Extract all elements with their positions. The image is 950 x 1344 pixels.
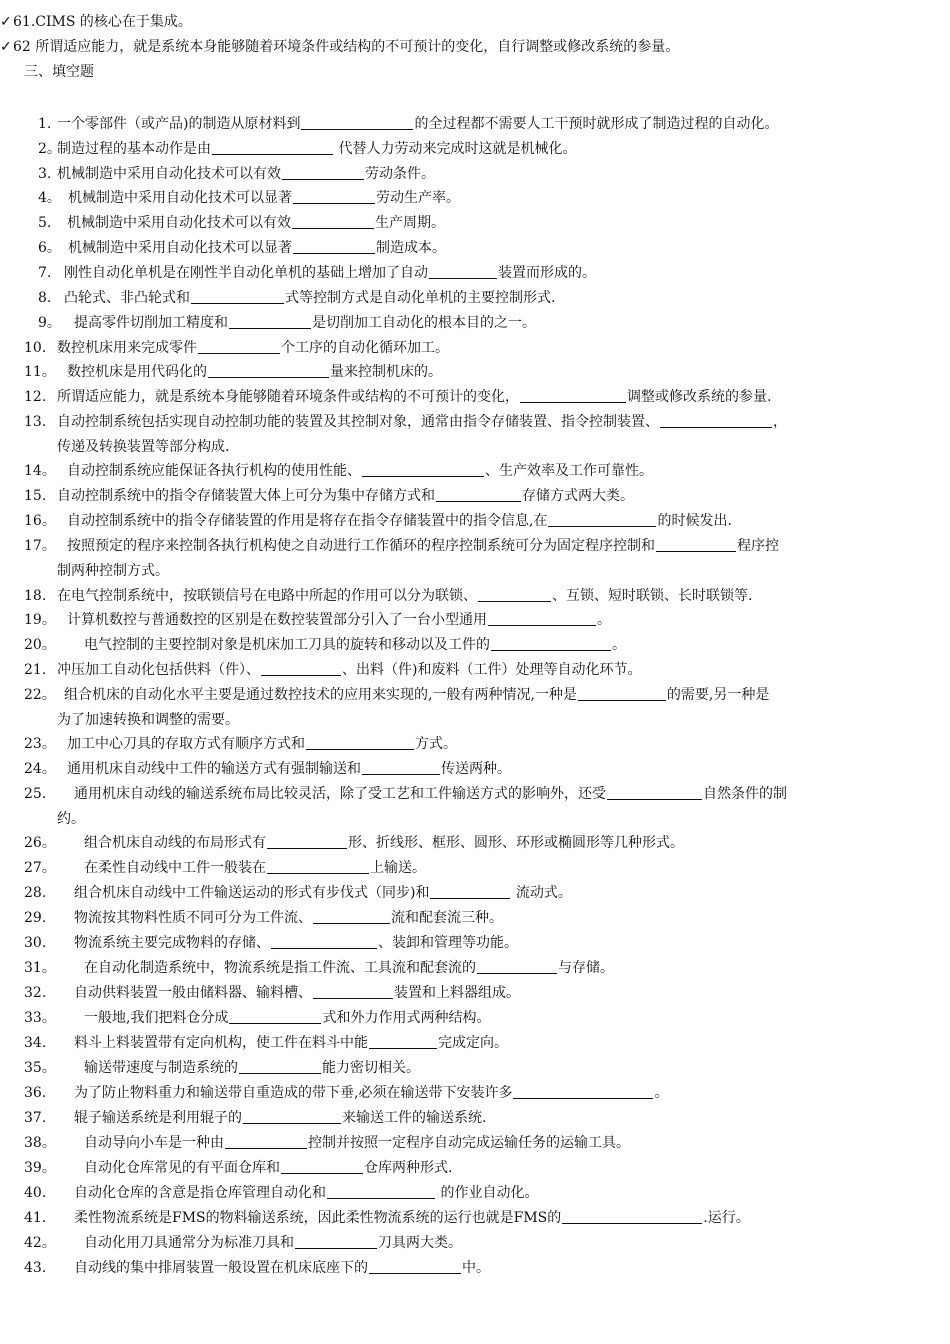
answer-blank[interactable] [293,189,375,204]
question-number: 4。 [38,190,61,206]
answer-blank[interactable] [369,1034,437,1049]
question-text [57,338,449,358]
question-text-part: 的需要,另一种是 [666,687,770,703]
answer-blank[interactable] [306,735,414,750]
question-text [84,858,426,878]
question-text-part: 、装卸和管理等功能。 [378,935,518,951]
question-text-part: 上输送。 [370,860,426,876]
question-text-part: 量来控制机床的。 [330,364,442,380]
answer-blank[interactable] [362,760,440,775]
question-text-part: 自然条件的制 [703,786,787,802]
answer-blank[interactable] [239,1059,321,1074]
question-text-continuation: 传递及转换装置等部分构成. [57,439,230,455]
question-text-continuation: 约。 [57,811,85,827]
question-text [74,1083,668,1103]
question-text-part: 的全过程都不需要人工干预时就形成了制造过程的自动化。 [414,116,779,132]
true-item-text: 62 所谓适应能力，就是系统本身能够随着环境条件或结构的不可预计的变化，自行调整或修改系统的参量。 [13,39,680,55]
question-number: 31。 [24,960,56,976]
question-text-part: 在柔性自动线中工件一般装在 [84,860,266,876]
question-text-part: 机械制造中采用自动化技术可以显著 [68,190,292,206]
question-text-part: 机械制造中采用自动化技术可以有效 [67,215,291,231]
question-text [84,1133,630,1153]
question-text [64,288,555,308]
question-text-part: 为了防止物料重力和输送带自重造成的带下垂,必须在输送带下安装许多 [74,1085,513,1101]
question-text [67,213,445,233]
question-text-part: 装置而形成的。 [498,265,596,281]
question-text [67,610,611,630]
answer-blank[interactable] [491,636,611,651]
question-number: 33。 [24,1010,56,1026]
question-text-part: 一个零部件（或产品)的制造从原材料到 [57,116,301,132]
question-text-part: 在电气控制系统中，按联锁信号在电路中所起的作用可以分为联锁、 [57,588,477,604]
question-number: 29. [24,910,47,926]
section-title-text: 三、填空题 [24,64,94,80]
question-text-part: 代替人力劳动来完成时这就是机械化。 [334,141,577,157]
question-text-part: 按照预定的程序来控制各执行机构使之自动进行工作循环的程序控制系统可分为固定程序控制和 [67,538,655,554]
question-number: 21. [24,662,47,678]
answer-blank[interactable] [293,239,375,254]
question-text-part: 通用机床自动线的输送系统布局比较灵活，除了受工艺和工件输送方式的影响外，还受 [74,786,606,802]
question-text [57,486,634,506]
answer-blank[interactable] [430,884,510,899]
question-number: 34. [24,1035,47,1051]
question-text-part: 中。 [462,1260,490,1276]
question-text-part: 自动化仓库常见的有平面仓库和 [84,1160,280,1176]
question-text-part: 自动导向小车是一种由 [84,1135,224,1151]
question-text [68,238,446,258]
question-text [84,958,614,978]
answer-blank[interactable] [292,214,374,229]
answer-blank[interactable] [520,388,626,403]
question-text-part: 装置和上料器组成。 [394,985,520,1001]
answer-blank[interactable] [327,1184,435,1199]
question-text [74,1208,750,1228]
question-text-part: 劳动生产率。 [376,190,460,206]
question-text-part: 物流按其物料性质不同可分为工件流、 [74,910,312,926]
question-text-part: 在自动化制造系统中，物流系统是指工件流、工具流和配套流的 [84,960,476,976]
question-text [74,1258,490,1278]
answer-blank[interactable] [488,611,596,626]
question-text [64,685,769,705]
question-text [84,1058,420,1078]
question-text-part: 数控机床用来完成零件 [57,340,197,356]
answer-blank[interactable] [660,413,772,428]
question-text-part: 流和配套流三种。 [391,910,503,926]
question-text-part: 一般地,我们把料仓分成 [84,1010,229,1026]
question-number: 14。 [24,463,56,479]
question-number: 19。 [24,612,56,628]
question-text-part: 组合机床的自动化水平主要是通过数控技术的应用来实现的,一般有两种情况,一种是 [64,687,577,703]
question-number: 13. [24,414,47,430]
question-text-part: 机械制造中采用自动化技术可以有效 [57,166,281,182]
question-text-part: 程序控 [737,538,779,554]
question-text [84,635,626,655]
answer-blank[interactable] [429,264,497,279]
question-text [74,883,572,903]
answer-blank[interactable] [271,934,377,949]
question-text-part: 输送带速度与制造系统的 [84,1060,238,1076]
question-text-part: 。 [612,637,626,653]
question-number: 22。 [24,687,56,703]
answer-blank[interactable] [229,1009,321,1024]
question-text [74,983,520,1003]
question-text-part: 物流系统主要完成物料的存储、 [74,935,270,951]
question-text [74,313,536,333]
question-number: 18. [24,588,47,604]
answer-blank[interactable] [198,339,280,354]
answer-blank[interactable] [513,1084,653,1099]
question-number: 10. [24,340,47,356]
question-text [57,387,771,407]
question-text-part: 自动控制系统包括实现自动控制功能的装置及其控制对象，通常由指令存储装置、指令控制装置、 [57,414,659,430]
question-text-part: 刚性自动化单机是在刚性半自动化单机的基础上增加了自动 [64,265,428,281]
question-text-part: 能力密切相关。 [322,1060,420,1076]
question-number: 37. [24,1110,47,1126]
question-number: 30. [24,935,47,951]
question-text [67,734,457,754]
question-text-part: 自动化仓库的含意是指仓库管理自动化和 [74,1185,326,1201]
question-text-part: 方式。 [415,736,457,752]
question-text-part: 。 [597,612,611,628]
question-text [57,586,752,606]
answer-blank[interactable] [362,462,484,477]
question-text-part: 自动控制系统中的指令存储装置大体上可分为集中存储方式和 [57,488,435,504]
question-text [74,1108,486,1128]
question-text-part: 形、折线形、框形、圆形、环形或椭圆形等几种形式。 [348,835,684,851]
question-text [74,1183,538,1203]
answer-blank[interactable] [656,537,736,552]
question-text [84,1158,452,1178]
question-text [67,461,653,481]
question-number: 25. [24,786,47,802]
answer-blank[interactable] [436,487,521,502]
question-text [67,362,442,382]
question-text-part: 自动控制系统中的指令存储装置的作用是将存在指令存储装置中的指令信息,在 [67,513,548,529]
question-text [67,511,732,531]
question-text-part: 个工序的自动化循环加工。 [281,340,449,356]
question-text-part: 、出料（件)和废料（工件）处理等自动化环节。 [342,662,642,678]
question-text-part: 制造过程的基本动作是由 [57,141,211,157]
question-text-part: 的作业自动化。 [436,1185,539,1201]
question-text-part: 计算机数控与普通数控的区别是在数控装置部分引入了一台小型通用 [67,612,487,628]
question-text-part: 、生产效率及工作可靠性。 [485,463,653,479]
question-text [57,660,641,680]
question-number: 39。 [24,1160,56,1176]
question-text-part: 是切削加工自动化的根本目的之一。 [312,315,536,331]
question-text-part: 自动控制系统应能保证各执行机构的使用性能、 [67,463,361,479]
question-number: 3. [38,166,52,182]
question-text-part: 流动式。 [511,885,572,901]
question-text-part: 式和外力作用式两种结构。 [322,1010,491,1026]
question-number: 5. [38,215,52,231]
answer-blank[interactable] [301,115,413,130]
check-mark-icon: ✓ [0,39,12,55]
answer-blank[interactable] [313,984,393,999]
question-text-part: 提高零件切削加工精度和 [74,315,228,331]
question-text-continuation: 制两种控制方式。 [57,563,169,579]
question-text-part: 自动化用刀具通常分为标准刀具和 [84,1235,294,1251]
question-text [57,164,435,184]
question-number: 7. [38,265,52,281]
answer-blank[interactable] [267,834,347,849]
question-text-part: 通用机床自动线中工件的输送方式有强制输送和 [67,761,361,777]
question-text-continuation: 为了加速转换和调整的需要。 [57,712,239,728]
question-text-part: 生产周期。 [375,215,445,231]
question-text [74,784,787,804]
question-number: 38。 [24,1135,56,1151]
question-text-part: 完成定向。 [438,1035,508,1051]
check-mark-icon: ✓ [0,14,12,30]
question-text-part: 组合机床自动线的布局形式有 [84,835,266,851]
question-text [84,1008,490,1028]
answer-blank[interactable] [477,959,557,974]
question-number: 43. [24,1260,47,1276]
answer-blank[interactable] [208,363,329,378]
question-text-part: 自动线的集中排屑装置一般设置在机床底座下的 [74,1260,368,1276]
question-text-part: 辊子输送系统是利用辊子的 [74,1110,242,1126]
question-text [57,412,787,432]
question-text-part: 所谓适应能力，就是系统本身能够随着环境条件或结构的不可预计的变化， [57,389,519,405]
question-text-part: .运行。 [703,1210,750,1226]
answer-blank[interactable] [478,587,551,602]
question-text [74,908,503,928]
question-number: 20。 [24,637,56,653]
question-number: 1. [38,116,52,132]
answer-blank[interactable] [229,314,311,329]
question-text-part: 机械制造中采用自动化技术可以显著 [68,240,292,256]
question-text-part: 加工中心刀具的存取方式有顺序方式和 [67,736,305,752]
question-text-part: 调整或修改系统的参量. [627,389,772,405]
question-number: 42。 [24,1235,56,1251]
question-text-part: 自动供料装置一般由储料器、输料槽、 [74,985,312,1001]
true-item-text: 61.CIMS 的核心在于集成。 [13,14,192,30]
question-number: 17。 [24,538,56,554]
question-text-part: 数控机床是用代码化的 [67,364,207,380]
question-text-part: 控制并按照一定程序自动完成运输任务的运输工具。 [308,1135,630,1151]
question-text-part: 柔性物流系统是FMS的物料输送系统，因此柔性物流系统的运行也就是FMS的 [74,1210,562,1226]
answer-blank[interactable] [225,1134,307,1149]
question-text [67,536,779,556]
question-text [67,759,511,779]
question-text [57,114,778,134]
question-number: 40. [24,1185,47,1201]
question-text-part: 式等控制方式是自动化单机的主要控制形式. [285,290,556,306]
answer-blank[interactable] [243,1109,341,1124]
answer-blank[interactable] [607,785,702,800]
question-text-part: 料斗上料装置带有定向机构，使工件在料斗中能 [74,1035,368,1051]
question-text-part: 。 [654,1085,669,1101]
answer-blank[interactable] [191,289,284,304]
answer-blank[interactable] [267,859,369,874]
question-text-part: 制造成本。 [376,240,446,256]
question-text [74,1033,508,1053]
answer-blank[interactable] [261,661,341,676]
question-text-part: 的时候发出. [657,513,732,529]
question-number: 27。 [24,860,56,876]
answer-blank[interactable] [295,1234,377,1249]
answer-blank[interactable] [281,1159,363,1174]
question-number: 12. [24,389,47,405]
question-number: 35。 [24,1060,56,1076]
question-text [74,933,518,953]
question-text [84,1233,462,1253]
question-number: 2。 [38,141,61,157]
question-text-part: 仓库两种形式. [364,1160,453,1176]
question-text-part: 冲压加工自动化包括供料（件）、 [57,662,260,678]
question-number: 9。 [38,315,61,331]
question-number: 6。 [38,240,61,256]
question-number: 15. [24,488,47,504]
question-number: 32. [24,985,47,1001]
question-text-part: 刀具两大类。 [378,1235,462,1251]
question-number: 8. [38,290,52,306]
question-text-part: 来输送工件的输送系统. [342,1110,487,1126]
question-number: 41. [24,1210,47,1226]
question-number: 26。 [24,835,56,851]
question-text-part: 、互锁、短时联锁、长时联锁等. [552,588,753,604]
answer-blank[interactable] [562,1209,702,1224]
question-text [57,139,576,159]
question-number: 24。 [24,761,56,777]
answer-blank[interactable] [369,1259,461,1274]
answer-blank[interactable] [548,512,656,527]
question-number: 28. [24,885,47,901]
question-text [68,188,460,208]
question-text [64,263,596,283]
question-number: 11。 [24,364,56,380]
question-text-part: 存储方式两大类。 [522,488,634,504]
answer-blank[interactable] [212,140,333,155]
answer-blank[interactable] [313,909,390,924]
question-text [84,833,684,853]
question-number: 16。 [24,513,56,529]
answer-blank[interactable] [578,686,666,701]
question-number: 36. [24,1085,47,1101]
answer-blank[interactable] [282,165,364,180]
question-text-part: 组合机床自动线中工件输送运动的形式有步伐式（同步)和 [74,885,430,901]
question-text-part: 凸轮式、非凸轮式和 [64,290,190,306]
question-number: 23。 [24,736,56,752]
question-text-part: 与存储。 [558,960,614,976]
question-text-part: 劳动条件。 [365,166,435,182]
question-text-part: 传送两种。 [441,761,511,777]
question-text-part: ， [773,414,787,430]
question-text-part: 电气控制的主要控制对象是机床加工刀具的旋转和移动以及工件的 [84,637,490,653]
